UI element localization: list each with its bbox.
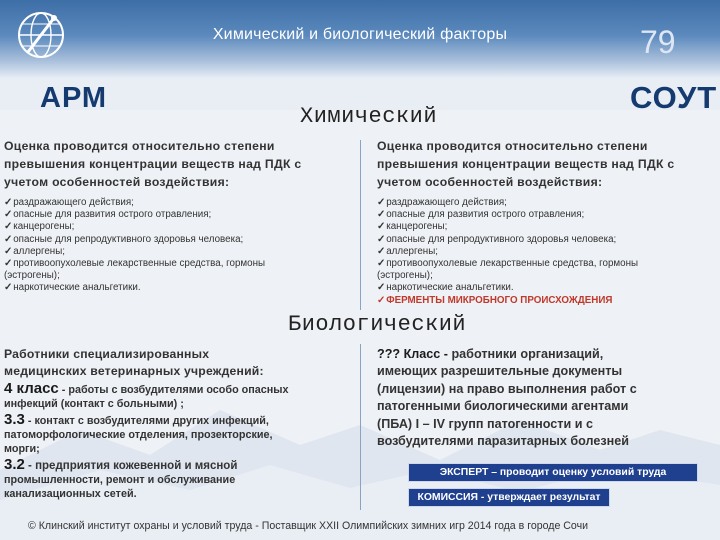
chemical-left-list [4, 197, 354, 295]
bio-right-line: возбудителями паразитарных болезней [377, 434, 629, 449]
checkmark-icon: ✓ [377, 258, 386, 270]
list-item-text: опасные для репродуктивного здоровья человека; [13, 233, 244, 245]
intro-line: превышения концентрации веществ над ПДК с [377, 157, 675, 171]
list-item-text: раздражающего действия; [386, 197, 507, 208]
list-item [4, 197, 354, 209]
class-33-text-cont: морги; [4, 443, 40, 455]
list-item-continuation [4, 270, 354, 282]
slide-title: Химический и биологический факторы [212, 26, 508, 43]
list-item-continuation [377, 270, 717, 282]
bio-intro-line: Работники специализированных [4, 347, 210, 361]
class-unknown-label: ??? Класс - [377, 347, 448, 361]
class-32-row [4, 458, 349, 473]
checkmark-icon: ✓ [4, 197, 13, 208]
chemical-left-intro [4, 137, 354, 191]
checkmark-icon: ✓ [4, 221, 13, 233]
biological-right-block [377, 346, 707, 450]
bio-right-text: работники организаций, [447, 347, 604, 361]
biological-heading: Биологический [288, 312, 467, 337]
biological-left-block [4, 346, 349, 501]
checkmark-icon: ✓ [377, 221, 386, 233]
checkmark-icon: ✓ [4, 282, 13, 294]
list-item-text: опасные для развития острого отравления; [13, 209, 212, 221]
checkmark-icon: ✓ [377, 245, 386, 257]
intro-line: учетом особенностей воздействия: [4, 175, 230, 189]
list-item [4, 234, 354, 246]
list-item-text: (эстрогены); [4, 270, 60, 282]
bio-intro-line: медицинских ветеринарных учреждений: [4, 364, 264, 378]
list-item-text: ФЕРМЕНТЫ МИКРОБНОГО ПРОИСХОЖДЕНИЯ [386, 294, 613, 306]
column-divider-chemical [360, 140, 361, 310]
checkmark-icon: ✓ [4, 233, 13, 245]
intro-line: Оценка проводится относительно степени [4, 139, 275, 153]
commission-badge: КОМИССИЯ - утверждает результат [408, 488, 610, 507]
list-item [377, 234, 717, 246]
checkmark-icon: ✓ [4, 258, 13, 270]
list-item-text: раздражающего действия; [13, 197, 134, 208]
list-item-text: наркотические анальгетики. [386, 282, 514, 294]
list-item [4, 246, 354, 258]
class-4-label: 4 класс [4, 380, 59, 397]
checkmark-icon: ✓ [377, 209, 386, 221]
page-number: 79 [640, 24, 676, 60]
bio-right-line: (ПБА) I – IV групп патогенности и с [377, 416, 593, 431]
class-33-text-cont: патоморфологические отделения, прозекторские, [4, 429, 273, 441]
class-32-text-cont: промышленности, ремонт и обслуживание [4, 474, 236, 486]
list-item [377, 258, 717, 270]
class-32-text: - предприятия кожевенной и мясной [24, 460, 238, 472]
expert-badge: ЭКСПЕРТ – проводит оценку условий труда [408, 463, 698, 482]
intro-line: Оценка проводится относительно степени [377, 139, 648, 153]
class-4-row [4, 382, 349, 397]
list-item [4, 258, 354, 270]
class-4-text: - работы с возбудителями особо опасных [58, 384, 289, 396]
chemical-right-intro [377, 137, 717, 191]
bio-right-line: (лицензии) на право выполнения работ с [377, 381, 637, 396]
class-33-text: - контакт с возбудителями других инфекций, [24, 415, 269, 427]
checkmark-icon: ✓ [377, 197, 386, 208]
list-item-text: аллергены; [386, 245, 438, 257]
list-item [4, 221, 354, 233]
bio-right-line: имеющих разрешительные документы [377, 364, 623, 379]
list-item [4, 209, 354, 221]
list-item-text: противоопухолевые лекарственные средства, гормоны [386, 258, 639, 270]
bio-right-line [377, 346, 707, 363]
list-item-text: опасные для развития острого отравления; [386, 209, 585, 221]
sout-label: СОУТ [630, 80, 718, 115]
list-item-text: канцерогены; [13, 221, 75, 233]
list-item [377, 221, 717, 233]
arm-label: АРМ [40, 82, 108, 114]
bio-right-line: патогенными биологическими агентами [377, 399, 629, 414]
list-item [377, 197, 717, 209]
list-item-text: аллергены; [13, 245, 65, 257]
checkmark-icon: ✓ [377, 233, 386, 245]
chemical-heading: Химический [300, 104, 438, 129]
list-item-text: опасные для репродуктивного здоровья человека; [386, 233, 617, 245]
header-bar [0, 0, 720, 78]
list-item-text: наркотические анальгетики. [13, 282, 141, 294]
class-33-label: 3.3 [4, 411, 25, 428]
column-divider-biological [360, 344, 361, 510]
class-32-text-cont: канализационных сетей. [4, 488, 137, 500]
class-33-row [4, 413, 349, 428]
checkmark-icon: ✓ [377, 294, 386, 306]
checkmark-icon: ✓ [4, 209, 13, 221]
intro-line: превышения концентрации веществ над ПДК с [4, 157, 302, 171]
chemical-right-list [377, 197, 717, 307]
checkmark-icon: ✓ [377, 282, 386, 294]
class-32-label: 3.2 [4, 456, 25, 473]
list-item-text: противоопухолевые лекарственные средства, гормоны [13, 258, 266, 270]
intro-line: учетом особенностей воздействия: [377, 175, 603, 189]
class-4-text-cont: инфекций (контакт с больными) ; [4, 398, 184, 410]
list-item [377, 282, 717, 294]
list-item [4, 282, 354, 294]
list-item [377, 246, 717, 258]
list-item-highlight [377, 295, 717, 307]
footer-text: © Клинский институт охраны и условий труда - Поставщик XXII Олимпийских зимних игр 2014 года в городе Сочи [28, 520, 589, 532]
checkmark-icon: ✓ [4, 245, 13, 257]
list-item-text: канцерогены; [386, 221, 448, 233]
list-item-text: (эстрогены); [377, 270, 433, 282]
list-item [377, 209, 717, 221]
